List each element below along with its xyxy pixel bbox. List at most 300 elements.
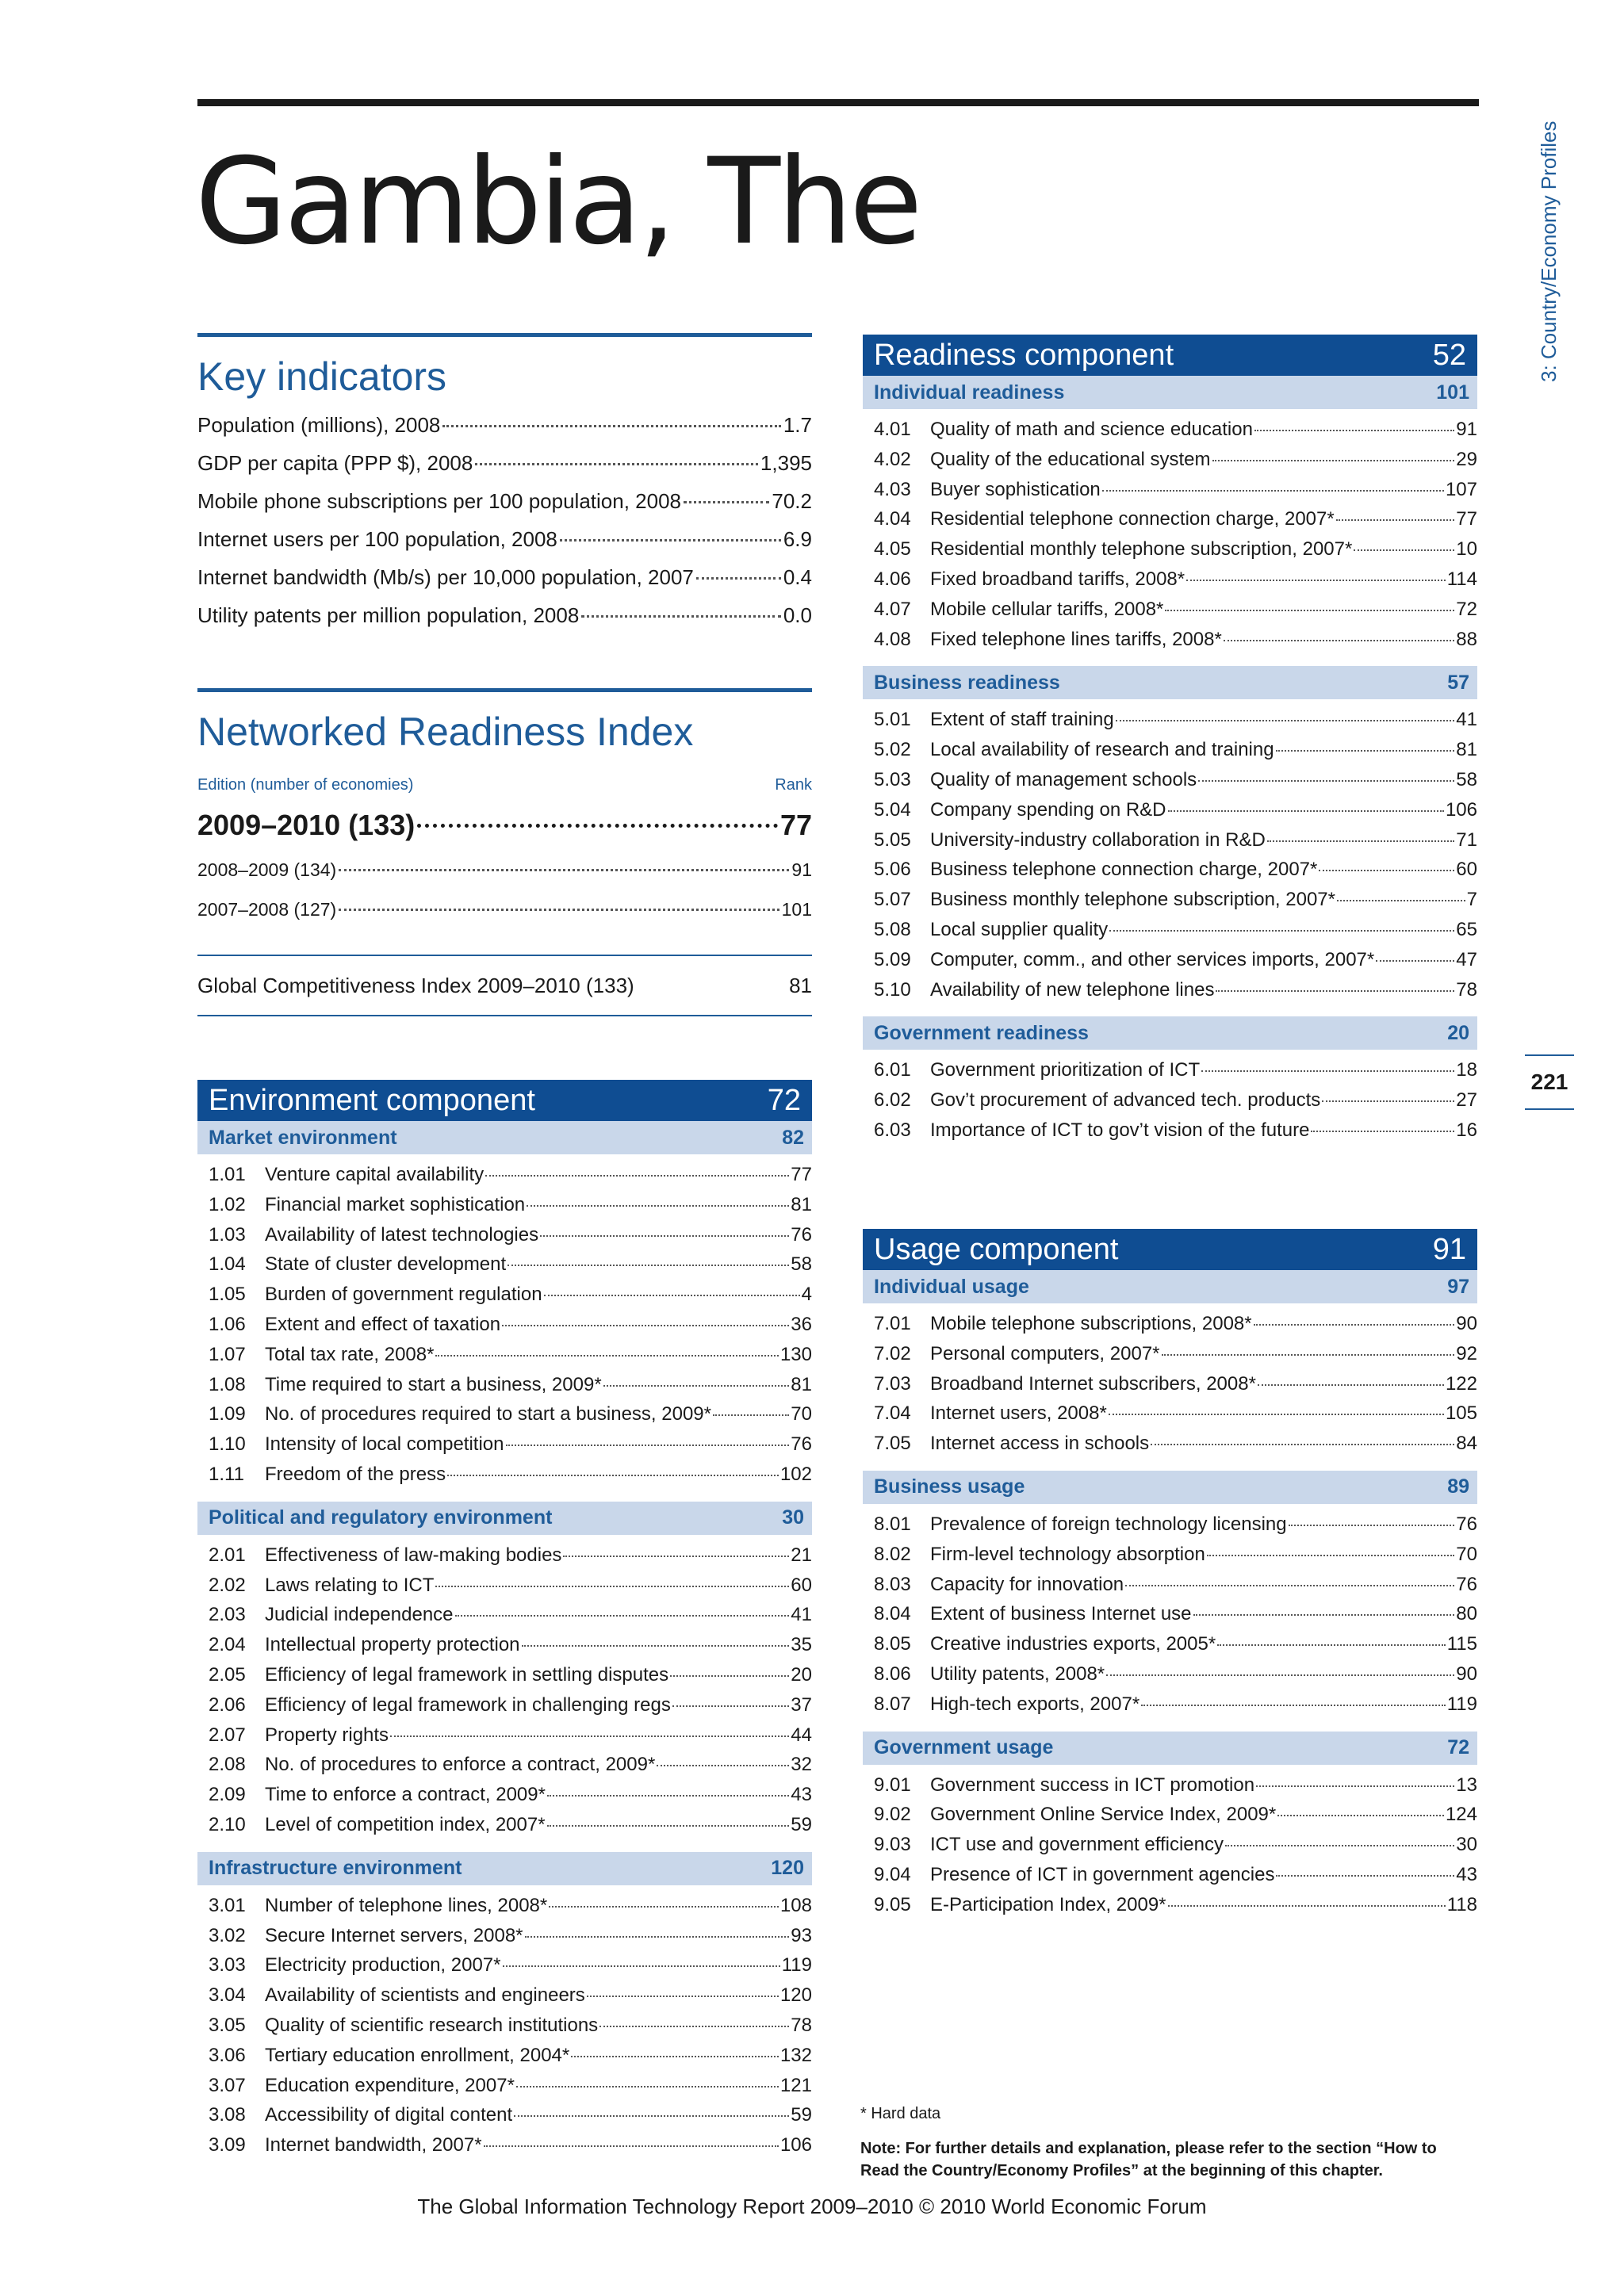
leader-dots	[503, 1965, 780, 1967]
indicator-rank: 118	[1446, 1893, 1477, 1915]
indicator-rank: 105	[1445, 1402, 1477, 1425]
indicator-row	[863, 1693, 1477, 1724]
leader-dots	[508, 1265, 789, 1266]
leader-dots	[522, 1645, 790, 1647]
indicator-code: 9.01	[874, 1774, 911, 1796]
indicator-label: Quality of the educational system	[930, 448, 1211, 470]
indicator-code: 2.03	[209, 1604, 246, 1626]
indicator-row	[863, 479, 1477, 509]
indicator-row	[863, 829, 1477, 859]
indicator-code: 3.08	[209, 2104, 246, 2126]
indicator-rank: 119	[1446, 1693, 1477, 1715]
indicator-rank: 91	[1456, 419, 1477, 440]
indicator-rank: 41	[1456, 709, 1477, 731]
leader-dots	[696, 577, 781, 580]
indicator-code: 3.03	[209, 1954, 246, 1976]
indicator-label: Total tax rate, 2008*	[265, 1343, 435, 1365]
indicator-rank: 76	[791, 1223, 812, 1246]
indicator-label: Freedom of the press	[265, 1463, 446, 1485]
pillar-rank: 89	[1447, 1475, 1469, 1498]
indicator-row	[197, 1253, 812, 1284]
indicator-rank: 81	[791, 1193, 812, 1215]
indicator-row	[197, 1664, 812, 1694]
indicator-code: 8.06	[874, 1663, 911, 1685]
indicator-row	[197, 1784, 812, 1814]
indicator-label: Government success in ICT promotion	[930, 1774, 1255, 1796]
indicator-label: ICT use and government efficiency	[930, 1834, 1224, 1856]
indicator-label: Capacity for innovation	[930, 1573, 1124, 1595]
indicator-rank: 21	[791, 1544, 812, 1566]
indicator-rank: 29	[1456, 448, 1477, 470]
pillar-header	[197, 1121, 812, 1154]
indicator-row	[197, 1344, 812, 1374]
leader-dots	[447, 1475, 779, 1476]
leader-dots	[1207, 1555, 1454, 1556]
indicator-list	[197, 1535, 812, 1849]
indicator-code: 6.01	[874, 1059, 911, 1081]
indicator-code: 1.09	[209, 1403, 246, 1425]
indicator-rank: 84	[1456, 1433, 1477, 1455]
page-number: 221	[1525, 1054, 1574, 1110]
pillar-title: Political and regulatory environment	[209, 1506, 553, 1529]
indicator-label: University-industry collaboration in R&D	[930, 828, 1266, 851]
indicator-rank: 32	[791, 1754, 812, 1776]
pillar-group	[863, 1016, 1477, 1154]
leader-dots	[1376, 960, 1454, 962]
top-rule	[197, 99, 1479, 106]
indicator-rank: 43	[1456, 1863, 1477, 1885]
environment-component	[197, 1080, 812, 2172]
indicator-row	[863, 1834, 1477, 1864]
indicator-code: 2.02	[209, 1574, 246, 1596]
indicator-value: 0.0	[783, 603, 812, 627]
indicator-row	[863, 1574, 1477, 1604]
key-indicators-list	[197, 413, 812, 641]
pillar-group	[197, 1852, 812, 2169]
pillar-rank: 101	[1436, 381, 1469, 404]
indicator-code: 9.04	[874, 1863, 911, 1885]
indicator-row	[197, 1694, 812, 1724]
indicator-label: Venture capital availability	[265, 1164, 485, 1185]
pillar-rank: 72	[1447, 1736, 1469, 1759]
indicator-row	[863, 1804, 1477, 1834]
indicator-label: Residential monthly telephone subscription, 2007*	[930, 538, 1353, 561]
indicator-code: 3.06	[209, 2044, 246, 2066]
indicator-code: 1.08	[209, 1373, 246, 1395]
leader-dots	[1168, 810, 1444, 812]
pillar-header	[863, 1016, 1477, 1050]
indicator-code: 6.02	[874, 1089, 911, 1112]
indicator-code: 8.02	[874, 1543, 911, 1565]
indicator-label: Availability of scientists and engineers	[265, 1984, 585, 2007]
indicator-row	[863, 449, 1477, 479]
indicator-label: Tertiary education enrollment, 2004*	[265, 2044, 570, 2066]
nri-title: Networked Readiness Index	[197, 710, 694, 754]
indicator-rank: 16	[1456, 1119, 1477, 1141]
leader-dots	[485, 1175, 789, 1177]
indicator-code: 3.01	[209, 1894, 246, 1916]
indicator-value: 1.7	[783, 413, 812, 437]
indicator-label: Internet bandwidth (Mb/s) per 10,000 population, 2007	[197, 565, 694, 589]
indicator-label: Fixed telephone lines tariffs, 2008*	[930, 628, 1222, 650]
indicator-code: 5.07	[874, 889, 911, 911]
leader-dots	[1212, 460, 1455, 461]
indicator-code: 1.03	[209, 1223, 246, 1246]
indicator-label: Internet users, 2008*	[930, 1402, 1107, 1425]
indicator-rank: 102	[779, 1463, 812, 1485]
edition-rank: 101	[781, 899, 812, 920]
indicator-list	[863, 1050, 1477, 1154]
indicator-row	[863, 1089, 1477, 1119]
indicator-label: Firm-level technology absorption	[930, 1543, 1205, 1565]
indicator-label: Internet users per 100 population, 2008	[197, 527, 557, 551]
leader-dots	[549, 1906, 779, 1908]
indicator-rank: 77	[1456, 508, 1477, 530]
pillar-title: Individual readiness	[874, 381, 1065, 404]
leader-dots	[560, 539, 781, 541]
indicator-code: 1.07	[209, 1343, 246, 1365]
nri-edition-row	[197, 859, 812, 899]
indicator-code: 8.01	[874, 1513, 911, 1535]
indicator-rank: 121	[779, 2074, 812, 2096]
leader-dots	[544, 1295, 800, 1296]
gci-rank: 81	[789, 973, 812, 997]
indicator-row	[863, 1343, 1477, 1373]
indicator-label: Extent and effect of taxation	[265, 1313, 501, 1335]
indicator-row	[197, 1925, 812, 1955]
pillar-group	[863, 376, 1477, 663]
indicator-label: Personal computers, 2007*	[930, 1342, 1160, 1364]
pillar-title: Business usage	[874, 1475, 1025, 1498]
indicator-row	[197, 1754, 812, 1784]
indicator-code: 5.02	[874, 739, 911, 761]
key-indicator-row	[197, 603, 812, 641]
leader-dots	[587, 1996, 779, 1997]
indicator-rank: 90	[1456, 1313, 1477, 1334]
component-title: Readiness component	[874, 338, 1174, 372]
leader-dots	[435, 1586, 789, 1587]
leader-dots	[1267, 840, 1454, 842]
indicator-list	[863, 409, 1477, 663]
leader-dots	[1224, 640, 1455, 641]
leader-dots	[599, 2026, 789, 2027]
pillar-rank: 30	[782, 1506, 804, 1529]
indicator-label: GDP per capita (PPP $), 2008	[197, 451, 473, 475]
leader-dots	[581, 615, 781, 618]
pillar-rank: 120	[771, 1857, 804, 1880]
indicator-label: Business monthly telephone subscription, 2007*	[930, 889, 1335, 911]
indicator-rank: 20	[791, 1663, 812, 1686]
leader-dots	[684, 501, 769, 503]
component-header	[863, 1229, 1477, 1270]
indicator-label: State of cluster development	[265, 1253, 507, 1276]
pillar-group	[863, 1270, 1477, 1468]
indicator-label: Availability of latest technologies	[265, 1223, 539, 1246]
indicator-row	[863, 1059, 1477, 1089]
leader-dots	[1322, 1100, 1454, 1102]
indicator-label: Internet bandwidth, 2007*	[265, 2134, 482, 2156]
indicator-row	[863, 508, 1477, 538]
indicator-rank: 90	[1456, 1663, 1477, 1685]
leader-dots	[339, 909, 779, 911]
gci-row	[197, 955, 812, 1016]
indicator-row	[863, 859, 1477, 889]
indicator-rank: 78	[1456, 978, 1477, 1001]
indicator-label: Intellectual property protection	[265, 1634, 520, 1656]
indicator-rank: 27	[1456, 1089, 1477, 1112]
edition-rank: 91	[791, 859, 812, 880]
indicator-rank: 124	[1445, 1804, 1477, 1826]
indicator-label: Laws relating to ICT	[265, 1574, 435, 1596]
indicator-code: 1.05	[209, 1284, 246, 1306]
indicator-label: Time required to start a business, 2009*	[265, 1373, 602, 1395]
indicator-rank: 35	[791, 1634, 812, 1656]
indicator-list	[863, 699, 1477, 1013]
indicator-row	[863, 538, 1477, 568]
leader-dots	[713, 1414, 789, 1416]
pillar-group	[863, 1732, 1477, 1929]
indicator-code: 2.04	[209, 1634, 246, 1656]
indicator-code: 6.03	[874, 1119, 911, 1141]
indicator-code: 4.01	[874, 419, 911, 440]
indicator-row	[863, 889, 1477, 919]
leader-dots	[1337, 900, 1465, 901]
indicator-label: Burden of government regulation	[265, 1284, 542, 1306]
indicator-row	[197, 1433, 812, 1464]
key-indicator-row	[197, 451, 812, 489]
indicator-code: 2.05	[209, 1663, 246, 1686]
leader-dots	[442, 425, 780, 427]
leader-dots	[1254, 430, 1454, 431]
indicator-rank: 78	[791, 2014, 812, 2036]
indicator-rank: 47	[1456, 948, 1477, 970]
leader-dots	[603, 1385, 790, 1387]
hard-data-note: * Hard data	[860, 2105, 941, 2122]
indicator-code: 5.05	[874, 828, 911, 851]
indicator-code: 5.10	[874, 978, 911, 1001]
leader-dots	[502, 1325, 789, 1326]
pillar-header	[197, 1502, 812, 1535]
leader-dots	[1165, 610, 1454, 611]
indicator-label: Effectiveness of law-making bodies	[265, 1544, 562, 1566]
nri-editions	[197, 809, 812, 939]
indicator-row	[197, 1194, 812, 1224]
indicator-label: Judicial independence	[265, 1604, 454, 1626]
indicator-label: Extent of business Internet use	[930, 1603, 1192, 1625]
pillar-group	[197, 1502, 812, 1849]
pillar-rank: 97	[1447, 1275, 1469, 1298]
indicator-code: 8.04	[874, 1603, 911, 1625]
indicator-code: 2.07	[209, 1724, 246, 1746]
edition-name: 2007–2008 (127)	[197, 899, 337, 920]
leader-dots	[1106, 1674, 1454, 1676]
leader-dots	[1256, 1785, 1454, 1787]
indicator-code: 3.04	[209, 1984, 246, 2007]
indicator-code: 1.02	[209, 1193, 246, 1215]
indicator-rank: 81	[791, 1373, 812, 1395]
leader-dots	[1277, 1815, 1444, 1816]
indicator-row	[863, 599, 1477, 629]
leader-dots	[1198, 780, 1454, 782]
indicator-label: Secure Internet servers, 2008*	[265, 1924, 523, 1946]
indicator-rank: 114	[1446, 568, 1477, 590]
leader-dots	[657, 1765, 789, 1766]
indicator-code: 4.05	[874, 538, 911, 561]
indicator-rank: 37	[791, 1693, 812, 1716]
pillar-title: Government readiness	[874, 1021, 1089, 1044]
leader-dots	[1225, 1845, 1454, 1846]
indicator-rank: 81	[1456, 739, 1477, 761]
indicator-value: 70.2	[772, 489, 812, 513]
pillar-header	[197, 1852, 812, 1885]
indicator-value: 0.4	[783, 565, 812, 589]
leader-dots	[390, 1735, 789, 1737]
pillar-title: Infrastructure environment	[209, 1857, 462, 1880]
indicator-code: 4.04	[874, 508, 911, 530]
indicator-rank: 106	[779, 2134, 812, 2156]
indicator-row	[863, 1513, 1477, 1544]
leader-dots	[1102, 490, 1444, 492]
indicator-row	[197, 1374, 812, 1404]
indicator-label: Creative industries exports, 2005*	[930, 1633, 1216, 1655]
indicator-label: Local availability of research and training	[930, 739, 1274, 761]
indicator-row	[197, 1604, 812, 1634]
leader-dots	[417, 824, 778, 828]
indicator-row	[197, 1464, 812, 1494]
indicator-rank: 41	[791, 1604, 812, 1626]
indicator-row	[863, 949, 1477, 979]
indicator-label: Mobile telephone subscriptions, 2008*	[930, 1313, 1252, 1334]
leader-dots	[1116, 720, 1455, 721]
key-indicator-row	[197, 565, 812, 603]
indicator-rank: 7	[1466, 889, 1477, 911]
leader-dots	[516, 2086, 779, 2087]
pillar-title: Government usage	[874, 1736, 1054, 1759]
indicator-row	[863, 1373, 1477, 1403]
leader-dots	[1276, 750, 1455, 752]
indicator-row	[197, 2075, 812, 2105]
indicator-code: 7.04	[874, 1402, 911, 1425]
indicator-row	[863, 799, 1477, 829]
indicator-label: Level of competition index, 2007*	[265, 1813, 546, 1835]
pillar-title: Business readiness	[874, 671, 1060, 694]
section-rule	[197, 688, 812, 692]
indicator-row	[863, 1433, 1477, 1463]
indicator-rank: 120	[779, 1984, 812, 2007]
indicator-rank: 59	[791, 2104, 812, 2126]
pillar-rank: 82	[782, 1126, 804, 1149]
key-indicator-row	[197, 527, 812, 565]
indicator-code: 3.07	[209, 2074, 246, 2096]
indicator-code: 1.04	[209, 1253, 246, 1276]
key-indicators-title: Key indicators	[197, 354, 447, 399]
indicator-label: Business telephone connection charge, 2007*	[930, 859, 1318, 881]
indicator-rank: 106	[1445, 798, 1477, 821]
nri-section	[197, 688, 812, 1016]
pillar-header	[863, 1732, 1477, 1765]
indicator-row	[197, 1314, 812, 1344]
indicator-label: Government Online Service Index, 2009*	[930, 1804, 1277, 1826]
indicator-rank: 70	[1456, 1543, 1477, 1565]
indicator-row	[863, 1894, 1477, 1924]
nri-edition-row	[197, 809, 812, 859]
indicator-code: 5.09	[874, 948, 911, 970]
indicator-rank: 58	[1456, 768, 1477, 790]
leader-dots	[1162, 1354, 1455, 1356]
indicator-code: 4.08	[874, 628, 911, 650]
indicator-label: Accessibility of digital content	[265, 2104, 513, 2126]
indicator-row	[863, 1402, 1477, 1433]
leader-dots	[514, 2115, 789, 2117]
indicator-row	[197, 1814, 812, 1844]
indicator-code: 5.06	[874, 859, 911, 881]
leader-dots	[1319, 870, 1454, 871]
indicator-list	[863, 1504, 1477, 1728]
pillar-title: Individual usage	[874, 1275, 1029, 1298]
leader-dots	[1141, 1705, 1446, 1706]
indicator-label: Intensity of local competition	[265, 1433, 504, 1456]
indicator-code: 5.08	[874, 918, 911, 940]
component-rank: 52	[1432, 338, 1466, 372]
nri-edition-row	[197, 899, 812, 939]
indicator-rank: 71	[1456, 828, 1477, 851]
indicator-label: Financial market sophistication	[265, 1193, 526, 1215]
leader-dots	[1289, 1525, 1455, 1526]
indicator-label: Electricity production, 2007*	[265, 1954, 501, 1976]
chapter-label: 3: Country/Economy Profiles	[1537, 121, 1561, 382]
indicator-label: Prevalence of foreign technology licensing	[930, 1513, 1287, 1535]
indicator-row	[863, 568, 1477, 599]
indicator-label: No. of procedures to enforce a contract, 2009*	[265, 1754, 656, 1776]
indicator-row	[197, 1895, 812, 1925]
leader-dots	[1186, 580, 1446, 581]
indicator-code: 8.03	[874, 1573, 911, 1595]
indicator-rank: 13	[1456, 1774, 1477, 1796]
leader-dots	[1193, 1614, 1455, 1616]
indicator-code: 1.11	[209, 1463, 244, 1485]
indicator-rank: 76	[1456, 1513, 1477, 1535]
component-rank: 72	[767, 1083, 801, 1117]
indicator-row	[197, 1954, 812, 1984]
indicator-code: 5.03	[874, 768, 911, 790]
indicator-code: 4.02	[874, 448, 911, 470]
indicator-label: Mobile cellular tariffs, 2008*	[930, 598, 1164, 620]
indicator-row	[863, 1663, 1477, 1693]
leader-dots	[670, 1675, 789, 1677]
indicator-code: 5.04	[874, 798, 911, 821]
indicator-code: 4.03	[874, 478, 911, 500]
pillar-group	[863, 666, 1477, 1013]
component-header	[863, 335, 1477, 376]
indicator-rank: 60	[791, 1574, 812, 1596]
indicator-label: E-Participation Index, 2009*	[930, 1893, 1166, 1915]
indicator-code: 7.02	[874, 1342, 911, 1364]
component-rank: 91	[1432, 1232, 1466, 1266]
explanation-note: Note: For further details and explanation, please refer to the section “How to Read the Country/Economy Profiles” at the beginning of this chapter.	[860, 2140, 1437, 2179]
indicator-rank: 18	[1456, 1059, 1477, 1081]
indicator-label: Quality of math and science education	[930, 419, 1253, 440]
leader-dots	[1125, 1585, 1454, 1586]
indicator-rank: 132	[779, 2044, 812, 2066]
pillar-rank: 20	[1447, 1021, 1469, 1044]
indicator-label: Mobile phone subscriptions per 100 population, 2008	[197, 489, 681, 513]
leader-dots	[1276, 1875, 1454, 1877]
indicator-code: 1.06	[209, 1313, 246, 1335]
indicator-label: Efficiency of legal framework in challenging regs	[265, 1693, 671, 1716]
leader-dots	[1336, 519, 1455, 521]
edition-name: 2009–2010 (133)	[197, 809, 416, 841]
indicator-code: 9.03	[874, 1834, 911, 1856]
